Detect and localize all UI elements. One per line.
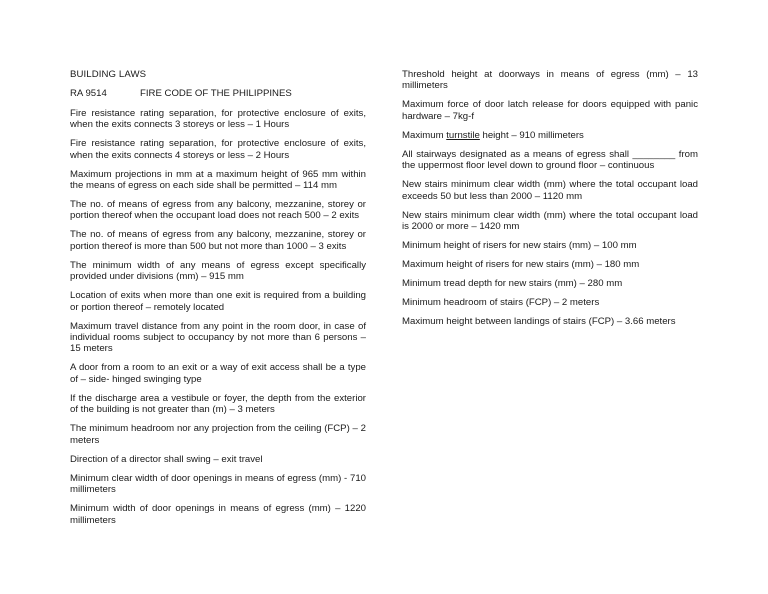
- law-item-text: Maximum: [402, 129, 447, 141]
- law-item-text: height – 910 millimeters: [479, 129, 584, 141]
- law-item: Minimum tread depth for new stairs (mm) – 280 mm: [402, 278, 623, 290]
- law-item: All stairways designated as a means of egress shall ________ from the uppermost floor level down to ground floor – continuous: [402, 148, 698, 172]
- code-title: FIRE CODE OF THE PHILIPPINES: [140, 88, 292, 100]
- document-heading: BUILDING LAWS: [70, 69, 147, 80]
- law-item: Maximum travel distance from any point in the room door, in case of individual rooms subject to occupancy by not more than 6 persons – 15 meters: [70, 320, 366, 355]
- law-item: Minimum height of risers for new stairs (mm) – 100 mm: [402, 240, 637, 252]
- law-item: Minimum width of door openings in means of egress (mm) – 1220 millimeters: [70, 503, 366, 526]
- law-item: Fire resistance rating separation, for protective enclosure of exits, when the exits connects 4 storeys or less – 2 Hours: [70, 138, 366, 161]
- law-item: If the discharge area a vestibule or foyer, the depth from the exterior of the building is not greater than (m) – 3 meters: [70, 392, 366, 416]
- left-column: [70, 69, 366, 534]
- law-item: Maximum projections in mm at a maximum height of 965 mm within the means of egress on each side shall be permitted – 114 mm: [70, 168, 366, 192]
- law-item: Minimum clear width of door openings in means of egress (mm) - 710 millimeters: [70, 472, 366, 496]
- law-item: Threshold height at doorways in means of egress (mm) – 13 millimeters: [402, 69, 698, 92]
- ra-number: RA 9514: [70, 88, 107, 100]
- law-item: The no. of means of egress from any balcony, mezzanine, storey or portion thereof is more than 500 but not more than 1000 – 3 exits: [70, 229, 366, 252]
- law-item: Location of exits when more than one exit is required from a building or portion thereof – remotely located: [70, 290, 366, 313]
- law-item: New stairs minimum clear width (mm) where the total occupant load is 2000 or more – 1420 mm: [402, 209, 698, 233]
- law-item-turnstile: [402, 130, 698, 141]
- law-item: Direction of a director shall swing – exit travel: [70, 453, 263, 465]
- right-column: [402, 69, 698, 335]
- underlined-term: turnstile: [446, 129, 480, 141]
- law-item: The minimum headroom nor any projection from the ceiling (FCP) – 2 meters: [70, 423, 366, 446]
- law-item: Maximum height of risers for new stairs (mm) – 180 mm: [402, 259, 640, 271]
- law-item: The no. of means of egress from any balcony, mezzanine, storey or portion thereof when the occupant load does not reach 500 – 2 exits: [70, 199, 366, 222]
- law-reference: [70, 88, 366, 99]
- law-item: The minimum width of any means of egress except specifically provided under divisions (mm) – 915 mm: [70, 259, 366, 283]
- law-item: Minimum headroom of stairs (FCP) – 2 meters: [402, 297, 600, 309]
- law-item: A door from a room to an exit or a way of exit access shall be a type of – side- hinged swinging type: [70, 362, 366, 385]
- law-item: Maximum force of door latch release for doors equipped with panic hardware – 7kg-f: [402, 99, 698, 122]
- law-item: Fire resistance rating separation, for protective enclosure of exits, when the exits connects 3 storeys or less – 1 Hours: [70, 107, 366, 131]
- law-item: New stairs minimum clear width (mm) where the total occupant load exceeds 50 but less than 2000 – 1120 mm: [402, 179, 698, 202]
- law-item: Maximum height between landings of stairs (FCP) – 3.66 meters: [402, 316, 676, 328]
